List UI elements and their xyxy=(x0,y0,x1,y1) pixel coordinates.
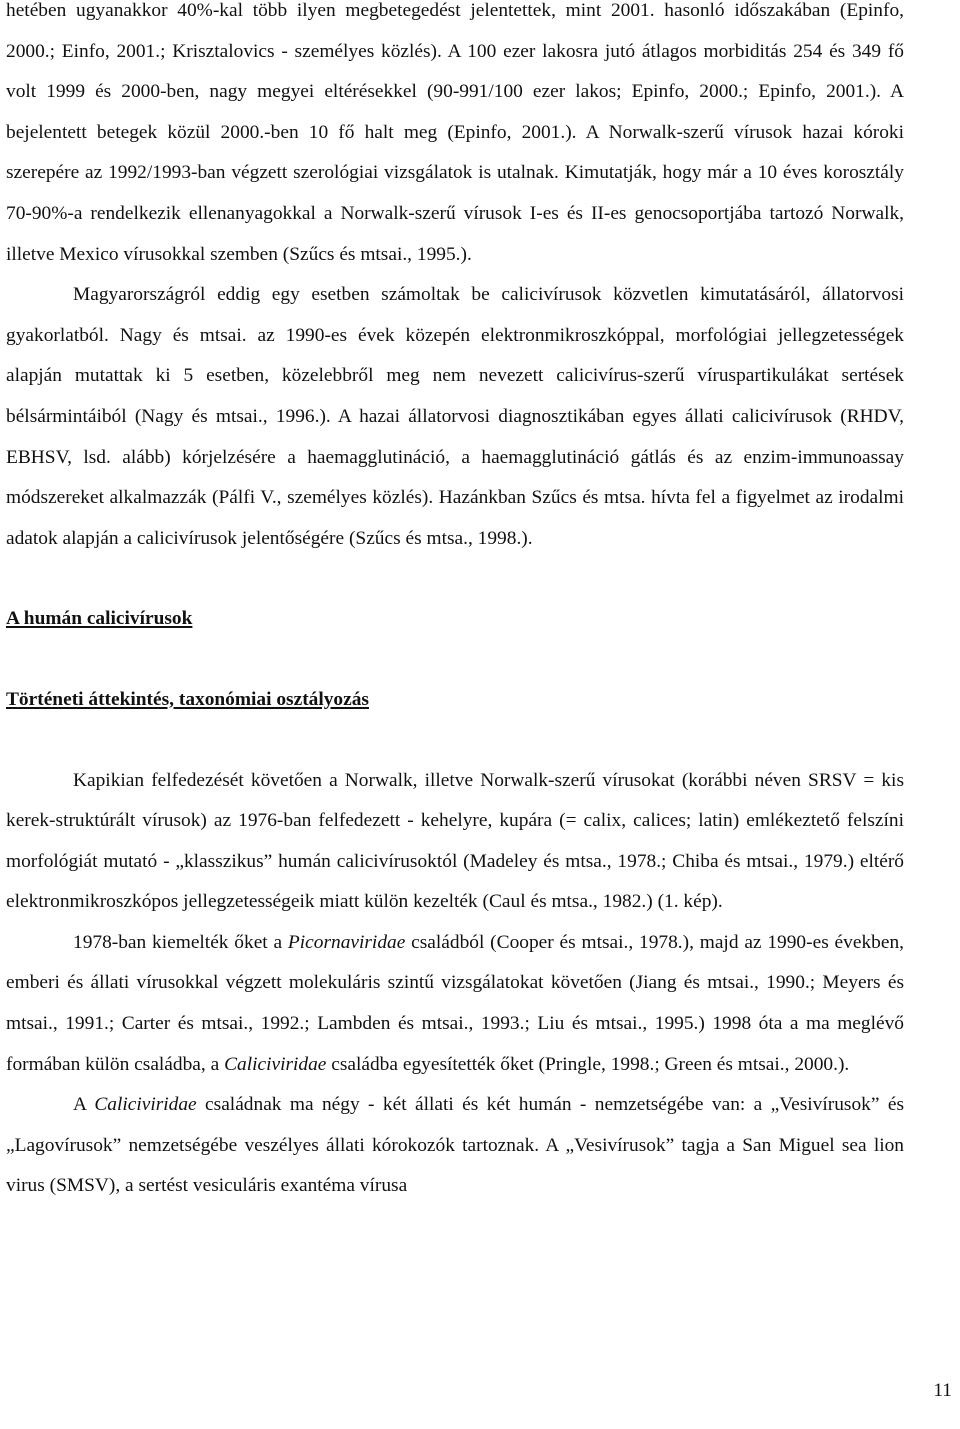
taxon-name-caliciviridae: Caliciviridae xyxy=(224,1053,327,1075)
text-segment: 1978-ban kiemelték őket a xyxy=(73,931,288,953)
paragraph-hungarian-detection: Magyarországról eddig egy esetben számoltak be calicivírusok közvetlen kimutatásáról, állatorvosi gyakorlatból. Nagy és mtsai. az 1990-es évek közepén elektronmikroszkóppal, morfológiai jellegzetességek alapján mutattak ki 5 esetben, közelebbről meg nem nevezett calicivírus-szerű víruspartikulákat sertések bélsármintáiból (Nagy és mtsai., 1996.). A hazai állatorvosi diagnosztikában egyes állati calicivírusok (RHDV, EBHSV, lsd. alább) kórjelzésére a haemagglutináció, a haemagglutináció gátlás és az enzim-immunoassay módszereket alkalmazzák (Pálfi V., személyes közlés). Hazánkban Szűcs és mtsa. hívta fel a figyelmet az irodalmi adatok alapján a calicivírusok jelentőségére (Szűcs és mtsa., 1998.). xyxy=(6,284,904,549)
text-segment: családba egyesítették őket (Pringle, 1998.; Green és mtsai., 2000.). xyxy=(326,1053,850,1075)
subsection-heading-history-taxonomy: Történeti áttekintés, taxonómiai osztályozás xyxy=(6,688,369,710)
paragraph-kapikian-discovery: Kapikian felfedezését követően a Norwalk, illetve Norwalk-szerű vírusokat (korábbi néven SRSV = kis kerek-struktúrált vírusok) az 1976-ban felfedezett - kehelyre, kupára (= calix, calices; latin) emlékeztető felszíni morfológiát mutató - „klasszikus” humán calicivírusoktól (Madeley és mtsa., 1978.; Chiba és mtsai., 1979.) eltérő elektronmikroszkópos jellegzetességeik miatt külön kezelték (Caul és mtsa., 1982.) (1. kép). xyxy=(6,769,904,913)
paragraph-caliciviridae-genera xyxy=(6,1085,904,1207)
text-segment: családnak ma négy - két állati és két humán - nemzetségébe van: a „Vesivírusok” és „Lagovírusok” nemzetségébe veszélyes állati kórokozók tartoznak. A „Vesivírusok” tagja a San Miguel sea lion virus (SMSV), a sertést vesiculáris exantéma vírusa xyxy=(6,1094,905,1197)
taxon-name-caliciviridae: Caliciviridae xyxy=(94,1094,197,1116)
page-number: 11 xyxy=(933,1380,952,1401)
taxon-name-picornaviridae: Picornaviridae xyxy=(287,931,406,953)
text-segment: A xyxy=(73,1094,95,1116)
document-page xyxy=(6,0,904,1207)
section-heading-human-caliciviruses: A humán calicivírusok xyxy=(6,608,193,630)
paragraph-classification-history xyxy=(6,923,904,1085)
text-segment: családból (Cooper és mtsai., 1978.), majd az 1990-es években, emberi és állati vírusokkal végzett molekuláris szintű vizsgálatokat követően (Jiang és mtsai., 1990.; Meyers és mtsai., 1991.; Carter és mtsai., 1992.; Lambden és mtsai., 1993.; Liu és mtsai., 1995.) 1998 óta a ma meglévő formában külön családba, a xyxy=(6,931,904,1075)
paragraph-norwalk-epidemiology: hetében ugyanakkor 40%-kal több ilyen megbetegedést jelentettek, mint 2001. hasonló időszakában (Epinfo, 2000.; Einfo, 2001.; Krisztalovics - személyes közlés). A 100 ezer lakosra jutó átlagos morbiditás 254 és 349 fő volt 1999 és 2000-ben, nagy megyei eltérésekkel (90-991/100 ezer lakos; Epinfo, 2000.; Epinfo, 2001.). A bejelentett betegek közül 2000.-ben 10 fő halt meg (Epinfo, 2001.). A Norwalk-szerű vírusok hazai kóroki szerepére az 1992/1993-ban végzett szerológiai vizsgálatok is utalnak. Kimutatják, hogy már a 10 éves korosztály 70-90%-a rendelkezik ellenanyagokkal a Norwalk-szerű vírusok I-es és II-es genocsoportjába tartozó Norwalk, illetve Mexico vírusokkal szemben (Szűcs és mtsai., 1995.). xyxy=(6,0,904,265)
